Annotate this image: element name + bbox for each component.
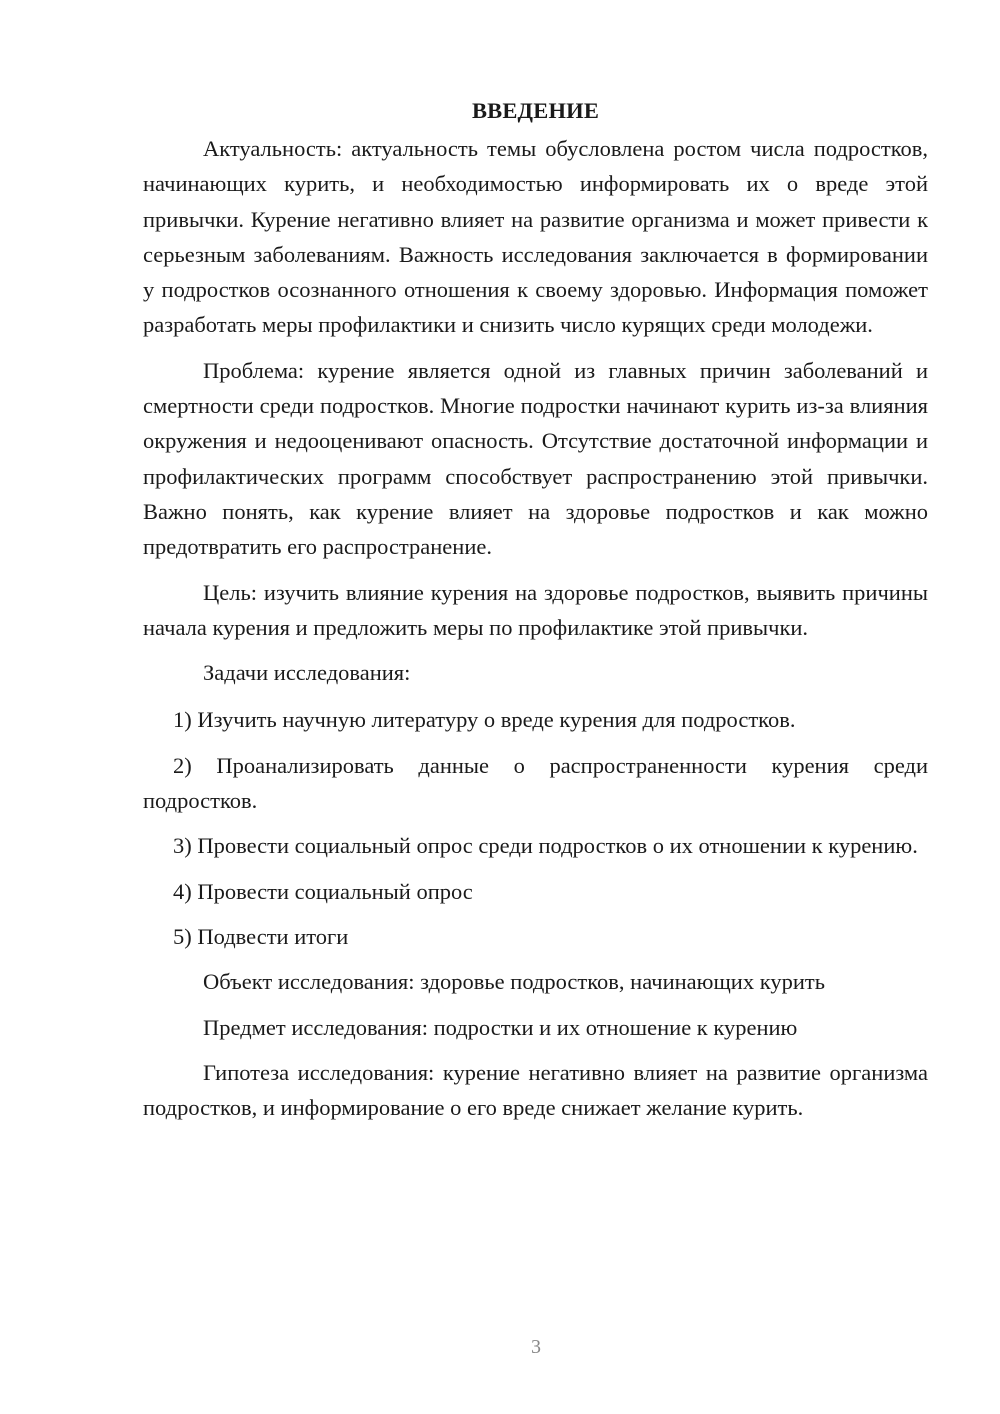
page-number: 3 xyxy=(531,1336,541,1358)
tasks-heading: Задачи исследования: xyxy=(203,660,411,686)
relevance-paragraph: Актуальность: актуальность темы обусловлена ростом числа подростков, начинающих курить, и необходимостью информировать их о вреде этой привычки. Курение негативно влияет на развитие организма и может привести к серьезным заболеваниям. Важность исследования заключается в формировании у подростков осознанного отношения к своему здоровью. Информация поможет разработать меры профилактики и снизить число курящих среди молодежи. xyxy=(143,136,928,338)
section-title: ВВЕДЕНИЕ xyxy=(471,98,600,123)
task-item-5: 5) Подвести итоги xyxy=(173,923,349,949)
research-object: Объект исследования: здоровье подростков, начинающих курить xyxy=(203,969,825,995)
problem-paragraph: Проблема: курение является одной из главных причин заболеваний и смертности среди подростков. Многие подростки начинают курить из-за влияния окружения и недооценивают опасность. Отсутствие достаточной информации и профилактических программ способствует распространению этой привычки. Важно понять, как курение влияет на здоровье подростков и как можно предотвратить его распространение. xyxy=(143,357,928,560)
research-subject: Предмет исследования: подростки и их отношение к курению xyxy=(203,1014,798,1040)
page-content xyxy=(143,93,928,1135)
task-item-3: 3) Провести социальный опрос среди подростков о их отношении к курению. xyxy=(173,833,918,859)
research-hypothesis: Гипотеза исследования: курение негативно влияет на развитие организма подростков, и информирование о его вреде снижает желание курить. xyxy=(143,1059,928,1121)
goal-paragraph: Цель: изучить влияние курения на здоровье подростков, выявить причины начала курения и предложить меры по профилактике этой привычки. xyxy=(143,579,928,640)
task-item-4: 4) Провести социальный опрос xyxy=(173,878,473,904)
task-item-2: 2) Проанализировать данные о распространенности курения среди подростков. xyxy=(143,752,928,814)
task-item-1: 1) Изучить научную литературу о вреде курения для подростков. xyxy=(173,707,796,733)
